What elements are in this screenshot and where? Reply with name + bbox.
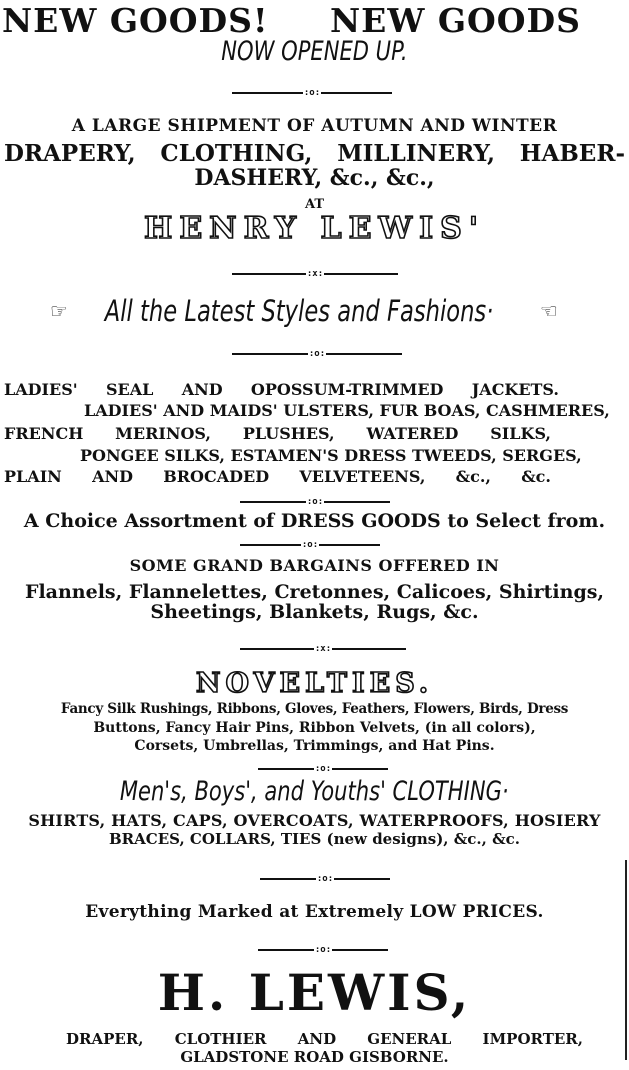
goods-line-1-word: LADIES' <box>4 380 78 399</box>
novelties-line-3: Corsets, Umbrellas, Trimmings, and Hat Pins. <box>134 738 495 754</box>
bargains-heading: SOME GRAND BARGAINS OFFERED IN <box>129 556 500 575</box>
goods-line-5-word: PLAIN <box>4 467 62 486</box>
signature-line-2: GLADSTONE ROAD GISBORNE. <box>180 1048 449 1066</box>
divider-rule: :o: <box>240 540 380 550</box>
clothing-line-2: BRACES, COLLARS, TIES (new designs), &c., &c. <box>109 830 520 848</box>
intro-line-2-word: HABER- <box>519 140 625 167</box>
goods-line-5-word: &c. <box>521 467 551 486</box>
goods-line-5-word: VELVETEENS, <box>299 467 426 486</box>
prices-line: Everything Marked at Extremely LOW PRICES. <box>85 902 544 922</box>
divider-rule: :x: <box>240 644 406 654</box>
intro-line-3: DASHERY, &c., &c., <box>194 165 435 191</box>
headline-right: NEW GOODS <box>330 1 581 40</box>
signature-line-1-word: GENERAL <box>367 1030 452 1048</box>
goods-line-5-word: &c., <box>455 467 491 486</box>
pointing-hand-right-icon: ☞ <box>50 299 68 323</box>
goods-line-1-word: AND <box>181 380 223 399</box>
merchant-banner: HENRY LEWIS' <box>143 211 486 246</box>
goods-line-5-word: BROCADED <box>163 467 270 486</box>
goods-line-3-word: MERINOS, <box>115 424 211 443</box>
signature-line-1-word: CLOTHIER <box>174 1030 267 1048</box>
goods-line-1-word: JACKETS. <box>471 380 559 399</box>
intro-line-2-word: DRAPERY, <box>4 140 136 167</box>
intro-line-1: A LARGE SHIPMENT OF AUTUMN AND WINTER <box>71 116 558 136</box>
divider-rule: :o: <box>232 88 392 98</box>
subhead: NOW OPENED UP. <box>221 36 408 67</box>
intro-line-4: AT <box>304 197 325 212</box>
divider-rule: :x: <box>232 269 398 279</box>
signature-line-1 <box>0 1032 629 1047</box>
goods-line-3 <box>0 426 629 442</box>
signature-line-1-word: DRAPER, <box>66 1030 144 1048</box>
intro-line-2-word: CLOTHING, <box>160 140 313 167</box>
signature-line-1-word: IMPORTER, <box>482 1030 583 1048</box>
intro-line-2 <box>0 142 629 165</box>
signature-name: H. LEWIS, <box>157 963 472 1022</box>
goods-line-4: PONGEE SILKS, ESTAMEN'S DRESS TWEEDS, SERGES, <box>80 446 582 465</box>
goods-line-2: LADIES' AND MAIDS' ULSTERS, FUR BOAS, CASHMERES, <box>84 401 610 420</box>
divider-rule: :o: <box>258 945 388 955</box>
intro-line-2-word: MILLINERY, <box>337 140 495 167</box>
divider-rule: :o: <box>260 874 390 884</box>
goods-line-1-word: OPOSSUM-TRIMMED <box>250 380 444 399</box>
fashion-line <box>0 294 629 333</box>
goods-line-3-word: SILKS, <box>490 424 551 443</box>
divider-rule: :o: <box>240 497 390 507</box>
clothing-line-1: SHIRTS, HATS, CAPS, OVERCOATS, WATERPROOFS, HOSIERY <box>28 811 601 830</box>
novelties-line-2: Buttons, Fancy Hair Pins, Ribbon Velvets, (in all colors), <box>93 720 536 736</box>
goods-line-1-word: SEAL <box>105 380 154 399</box>
novelties-line-1: Fancy Silk Rushings, Ribbons, Gloves, Feathers, Flowers, Birds, Dress <box>60 701 569 717</box>
goods-line-3-word: WATERED <box>366 424 459 443</box>
headline-left: NEW GOODS! <box>2 1 269 40</box>
column-edge <box>625 860 627 1060</box>
signature-line-1-word: AND <box>297 1030 337 1048</box>
bargains-line-2: Sheetings, Blankets, Rugs, &c. <box>150 601 479 623</box>
bargains-line-1: Flannels, Flannelettes, Cretonnes, Calicoes, Shirtings, <box>24 581 605 603</box>
pointing-hand-left-icon: ☜ <box>540 299 558 323</box>
headline <box>0 1 629 40</box>
goods-line-3-word: PLUSHES, <box>242 424 335 443</box>
divider-rule: :o: <box>258 764 388 774</box>
dress-goods-line: A Choice Assortment of DRESS GOODS to Select from. <box>23 510 606 532</box>
divider-rule: :o: <box>232 349 402 359</box>
clothing-heading: Men's, Boys', and Youths' CLOTHING· <box>120 776 509 807</box>
goods-line-5 <box>0 469 629 485</box>
goods-line-3-word: FRENCH <box>4 424 84 443</box>
fashion-text: All the Latest Styles and Fashions· <box>104 294 494 328</box>
goods-line-5-word: AND <box>92 467 133 486</box>
novelties-heading: NOVELTIES. <box>195 668 434 699</box>
goods-line-1 <box>0 382 629 398</box>
